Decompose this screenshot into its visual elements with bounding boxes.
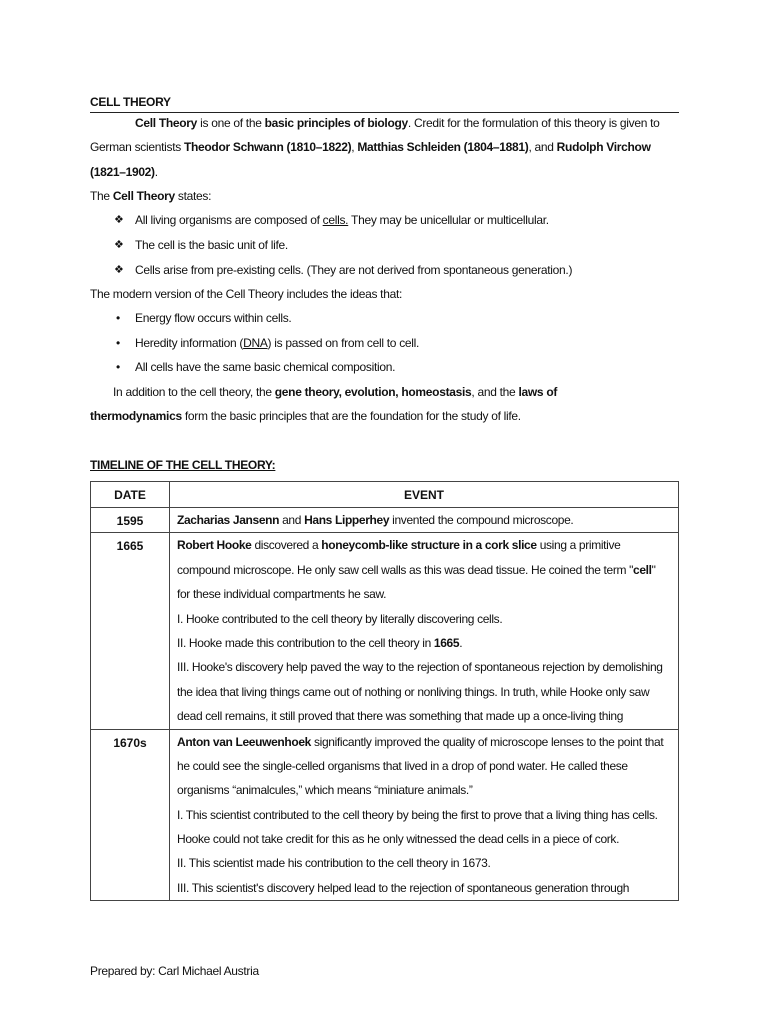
cell-theory-term: Cell Theory bbox=[112, 189, 175, 203]
dna-link[interactable]: DNA bbox=[243, 336, 268, 350]
list-item bbox=[135, 336, 419, 350]
date-cell: 1665 bbox=[91, 533, 170, 729]
text: compound microscope. He only saw cell walls as this was dead tissue. He coined the term " bbox=[177, 562, 633, 577]
schleiden-name: Matthias Schleiden (1804–1881) bbox=[357, 140, 529, 154]
modern-intro: The modern version of the Cell Theory includes the ideas that: bbox=[90, 287, 403, 301]
timeline-heading: TIMELINE OF THE CELL THEORY: bbox=[90, 458, 276, 472]
diamond-bullet-icon: ❖ bbox=[114, 214, 124, 226]
event-line bbox=[177, 730, 678, 754]
event-line: he could see the single-celled organisms that lived in a drop of pond water. He called these bbox=[177, 758, 628, 773]
event-column-header: EVENT bbox=[170, 482, 679, 508]
text: and bbox=[279, 513, 305, 527]
laws-term: laws of bbox=[518, 385, 558, 399]
text: In addition to the cell theory, the bbox=[113, 385, 275, 399]
text: invented the compound microscope. bbox=[389, 513, 574, 527]
event-line: I. Hooke contributed to the cell theory by literally discovering cells. bbox=[177, 611, 503, 626]
event-line: the idea that living things came out of nothing or nonliving things. In truth, while Hooke only saw bbox=[177, 684, 650, 699]
text: The bbox=[90, 189, 113, 203]
intro-line-2 bbox=[90, 140, 651, 154]
title-underline bbox=[90, 112, 679, 113]
virchow-years: (1821–1902) bbox=[90, 165, 155, 179]
event-cell bbox=[170, 729, 679, 901]
list-item: Energy flow occurs within cells. bbox=[135, 311, 292, 325]
date-column-header: DATE bbox=[91, 482, 170, 508]
list-item: Cells arise from pre-existing cells. (They are not derived from spontaneous generation.) bbox=[135, 263, 573, 277]
virchow-name: Rudolph Virchow bbox=[556, 140, 651, 154]
name-bold: Zacharias Jansenn bbox=[177, 513, 280, 527]
footer-author: Prepared by: Carl Michael Austria bbox=[90, 964, 259, 978]
thermodynamics-term: thermodynamics bbox=[90, 409, 182, 423]
text: II. Hooke made this contribution to the cell theory in bbox=[177, 635, 434, 650]
text: discovered a bbox=[251, 538, 322, 553]
text: significantly improved the quality of microscope lenses to the point that bbox=[311, 734, 664, 749]
list-item bbox=[135, 213, 549, 227]
event-line bbox=[177, 558, 678, 582]
event-cell bbox=[170, 508, 679, 533]
states-line bbox=[90, 189, 211, 203]
event-line: organisms “animalcules,” which means “miniature animals.” bbox=[177, 783, 473, 798]
date-cell: 1595 bbox=[91, 508, 170, 533]
text: , bbox=[351, 140, 358, 154]
event-line bbox=[177, 533, 678, 557]
text: They may be unicellular or multicellular. bbox=[348, 213, 549, 227]
timeline-table bbox=[90, 481, 679, 901]
intro-line-1 bbox=[135, 116, 660, 130]
text: is one of the bbox=[197, 116, 265, 130]
bullet-icon: • bbox=[116, 336, 120, 350]
event-line bbox=[177, 508, 678, 532]
table-row bbox=[91, 533, 679, 729]
name-bold: Anton van Leeuwenhoek bbox=[177, 734, 312, 749]
table-row bbox=[91, 729, 679, 901]
diamond-bullet-icon: ❖ bbox=[114, 264, 124, 276]
list-item: All cells have the same basic chemical composition. bbox=[135, 360, 396, 374]
name-bold: Hans Lipperhey bbox=[304, 513, 390, 527]
text: Heredity information ( bbox=[135, 336, 244, 350]
text: . bbox=[459, 635, 463, 650]
event-cell bbox=[170, 533, 679, 729]
text: All living organisms are composed of bbox=[135, 213, 323, 227]
text: , and bbox=[528, 140, 557, 154]
event-line: II. This scientist made his contribution to the cell theory in 1673. bbox=[177, 856, 491, 871]
event-line: III. Hooke's discovery help paved the way to the rejection of spontaneous rejection by demolishing bbox=[177, 660, 663, 675]
document-title: CELL THEORY bbox=[90, 95, 171, 109]
diamond-bullet-icon: ❖ bbox=[114, 239, 124, 251]
term-bold: cell bbox=[633, 562, 652, 577]
event-line: dead cell remains, it still proved that there was something that made up a once-living thing bbox=[177, 709, 624, 724]
addition-line-2 bbox=[90, 409, 521, 423]
cell-theory-term: Cell Theory bbox=[135, 116, 198, 130]
term-bold: honeycomb-like structure in a cork slice bbox=[321, 538, 537, 553]
bullet-icon: • bbox=[116, 360, 120, 374]
text: German scientists bbox=[90, 140, 184, 154]
text: . Credit for the formulation of this theory is given to bbox=[407, 116, 660, 130]
table-header-row bbox=[91, 482, 679, 508]
table-row bbox=[91, 508, 679, 533]
text: form the basic principles that are the foundation for the study of life. bbox=[181, 409, 521, 423]
event-line bbox=[177, 631, 678, 655]
schwann-name: Theodor Schwann (1810–1822) bbox=[183, 140, 352, 154]
principles-terms: gene theory, evolution, homeostasis bbox=[274, 385, 472, 399]
event-line: Hooke could not take credit for this as he only witnessed the dead cells in a piece of cork. bbox=[177, 832, 620, 847]
intro-line-3 bbox=[90, 165, 158, 179]
event-line: I. This scientist contributed to the cell theory by being the first to prove that a living thing has cells. bbox=[177, 807, 658, 822]
text: ) is passed on from cell to cell. bbox=[267, 336, 420, 350]
text: " bbox=[651, 562, 656, 577]
year-bold: 1665 bbox=[433, 635, 460, 650]
text: using a primitive bbox=[536, 538, 621, 553]
list-item: The cell is the basic unit of life. bbox=[135, 238, 288, 252]
text: . bbox=[154, 165, 158, 179]
name-bold: Robert Hooke bbox=[177, 538, 252, 553]
cells-link[interactable]: cells. bbox=[322, 213, 349, 227]
bullet-icon: • bbox=[116, 311, 120, 325]
date-cell: 1670s bbox=[91, 729, 170, 901]
addition-line-1 bbox=[113, 385, 557, 399]
event-line: III. This scientist's discovery helped lead to the rejection of spontaneous generation through bbox=[177, 880, 630, 895]
basic-principles-term: basic principles of biology bbox=[264, 116, 408, 130]
text: states: bbox=[174, 189, 212, 203]
text: , and the bbox=[471, 385, 519, 399]
event-line: for these individual compartments he saw. bbox=[177, 587, 387, 602]
